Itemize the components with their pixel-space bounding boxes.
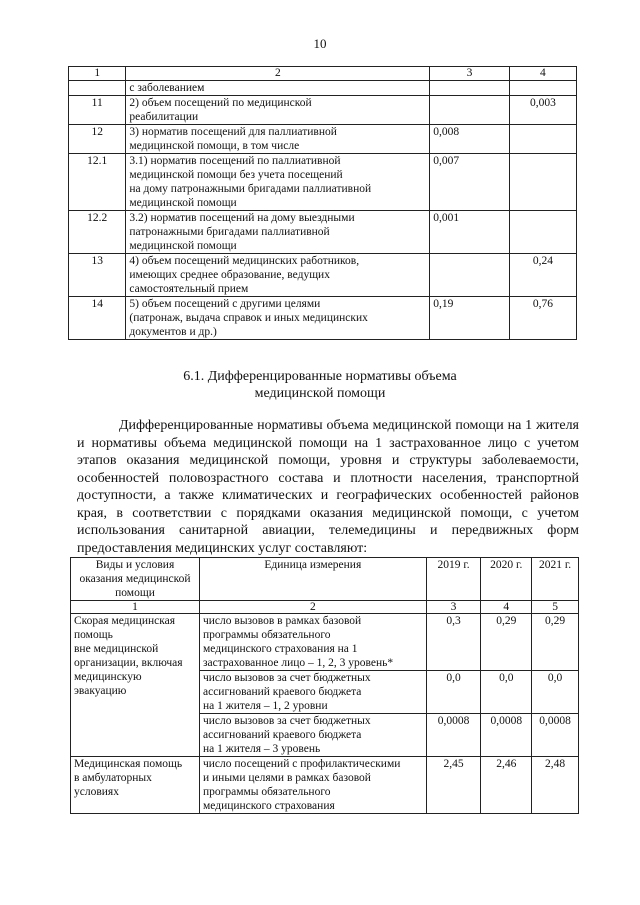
row-value-col4 xyxy=(509,211,576,254)
row-description xyxy=(126,96,430,125)
table-row xyxy=(69,81,577,96)
cell-line: Медицинская помощь xyxy=(74,758,183,770)
value-2019: 2,45 xyxy=(426,757,481,814)
row-description xyxy=(126,125,430,154)
cell-line: (патронаж, выдача справок и иных медицинских xyxy=(129,312,368,324)
header-cell: 1 xyxy=(69,67,126,81)
value-2021: 0,29 xyxy=(532,614,579,671)
value-2020: 2,46 xyxy=(481,757,532,814)
cell-line: число посещений с профилактическими xyxy=(202,758,401,770)
cell-line: и иными целями в рамках базовой xyxy=(202,772,371,784)
cell-line: имеющих среднее образование, ведущих xyxy=(129,269,330,281)
cell-line: программы обязательного xyxy=(202,629,331,641)
row-value-col3: 0,007 xyxy=(430,154,510,211)
table-header-row xyxy=(71,558,579,601)
value-2020: 0,29 xyxy=(481,614,532,671)
table-row xyxy=(71,614,579,671)
cell-line: число вызовов за счет бюджетных xyxy=(202,715,371,727)
section-title xyxy=(0,368,640,402)
value-2021: 2,48 xyxy=(532,757,579,814)
row-description xyxy=(126,211,430,254)
cell-line: вне медицинской xyxy=(74,643,159,655)
table-row xyxy=(69,154,577,211)
row-number: 12.2 xyxy=(69,211,126,254)
header-cell-2019: 2019 г. xyxy=(426,558,481,601)
row-number: 13 xyxy=(69,254,126,297)
row-number xyxy=(69,81,126,96)
cell-line: 2) объем посещений по медицинской xyxy=(129,97,312,109)
row-description xyxy=(126,254,430,297)
paragraph-text: Дифференцированные нормативы объема медицинской помощи на 1 жителя и нормативы объема медицинской помощи на 1 застрахованное лицо с учетом этапов оказания медицинской помощи, уровня и структуры заболеваемости, особенностей половозрастного состава и плотности населения, транспортной доступности, а также климатических и географических особенностей районов края, в соответствии с порядками оказания медицинской помощи, с учетом использования санитарной авиации, телемедицины и передвижных форм предоставления медицинских услуг составляют: xyxy=(77,418,579,556)
table-body xyxy=(69,81,577,340)
cell-line: застрахованное лицо – 1, 2, 3 уровень* xyxy=(202,657,394,669)
header-cell-type xyxy=(71,558,200,601)
cell-line: 5) объем посещений с другими целями xyxy=(129,298,321,310)
cell-line: 4) объем посещений медицинских работников, xyxy=(129,255,360,267)
header-cell-2020: 2020 г. xyxy=(481,558,532,601)
cell-line: на 1 жителя – 3 уровень xyxy=(202,743,321,755)
cell-line: организации, включая xyxy=(74,657,183,669)
cell-line: медицинской помощи без учета посещений xyxy=(129,169,343,181)
row-number: 11 xyxy=(69,96,126,125)
value-2020: 0,0008 xyxy=(481,714,532,757)
cell-line: эвакуацию xyxy=(74,685,127,697)
cell-line: 3) норматив посещений для паллиативной xyxy=(129,126,337,138)
row-value-col4 xyxy=(509,81,576,96)
table-row xyxy=(69,297,577,340)
differentiated-standards-table xyxy=(70,557,579,814)
header-cell: 3 xyxy=(430,67,510,81)
header-cell: 2 xyxy=(126,67,430,81)
table-row xyxy=(69,254,577,297)
cell-line: на дому патронажными бригадами паллиативной xyxy=(129,183,372,195)
row-value-col4: 0,24 xyxy=(509,254,576,297)
value-2021: 0,0 xyxy=(532,671,579,714)
value-2019: 0,0008 xyxy=(426,714,481,757)
unit-cell xyxy=(199,614,426,671)
table-body xyxy=(71,614,579,814)
value-2020: 0,0 xyxy=(481,671,532,714)
row-description xyxy=(126,297,430,340)
table-row xyxy=(69,96,577,125)
row-value-col3: 0,001 xyxy=(430,211,510,254)
cell-line: 3.1) норматив посещений по паллиативной xyxy=(129,155,341,167)
cell-line: медицинской помощи, в том числе xyxy=(129,140,300,152)
header-line: Виды и условия xyxy=(95,559,175,571)
column-number-row xyxy=(71,601,579,614)
cell-line: медицинского страхования xyxy=(202,800,335,812)
table-row xyxy=(69,125,577,154)
column-number: 3 xyxy=(426,601,481,614)
row-value-col3: 0,008 xyxy=(430,125,510,154)
row-value-col4 xyxy=(509,154,576,211)
row-number: 12.1 xyxy=(69,154,126,211)
value-2021: 0,0008 xyxy=(532,714,579,757)
header-line: помощи xyxy=(115,587,155,599)
cell-line: медицинской помощи xyxy=(129,240,237,252)
row-value-col4: 0,003 xyxy=(509,96,576,125)
section-title-line: медицинской помощи xyxy=(254,386,386,401)
row-value-col3: 0,19 xyxy=(430,297,510,340)
column-number: 5 xyxy=(532,601,579,614)
row-value-col3 xyxy=(430,81,510,96)
row-number: 14 xyxy=(69,297,126,340)
column-number: 1 xyxy=(71,601,200,614)
page-number: 10 xyxy=(313,36,327,51)
row-description xyxy=(126,81,430,96)
row-value-col3 xyxy=(430,96,510,125)
cell-line: медицинской помощи xyxy=(129,197,237,209)
body-paragraph xyxy=(77,417,579,557)
cell-line: с заболеванием xyxy=(129,82,205,94)
row-number: 12 xyxy=(69,125,126,154)
cell-line: медицинского страхования на 1 xyxy=(202,643,358,655)
care-type-cell xyxy=(71,757,200,814)
header-cell-unit: Единица измерения xyxy=(199,558,426,601)
cell-line: условиях xyxy=(74,786,119,798)
table-row xyxy=(69,211,577,254)
standards-table-continued xyxy=(68,66,577,340)
cell-line: ассигнований краевого бюджета xyxy=(202,686,362,698)
cell-line: в амбулаторных xyxy=(74,772,152,784)
row-value-col4: 0,76 xyxy=(509,297,576,340)
value-2019: 0,3 xyxy=(426,614,481,671)
header-line: оказания медицинской xyxy=(79,573,191,585)
cell-line: на 1 жителя – 1, 2 уровни xyxy=(202,700,328,712)
unit-cell xyxy=(199,671,426,714)
care-type-cell xyxy=(71,614,200,757)
row-value-col3 xyxy=(430,254,510,297)
table-row xyxy=(71,757,579,814)
cell-line: число вызовов в рамках базовой xyxy=(202,615,362,627)
cell-line: помощь xyxy=(74,629,113,641)
cell-line: программы обязательного xyxy=(202,786,331,798)
value-2019: 0,0 xyxy=(426,671,481,714)
cell-line: документов и др.) xyxy=(129,326,217,338)
cell-line: число вызовов за счет бюджетных xyxy=(202,672,371,684)
header-cell-2021: 2021 г. xyxy=(532,558,579,601)
header-cell: 4 xyxy=(509,67,576,81)
cell-line: медицинскую xyxy=(74,671,142,683)
row-description xyxy=(126,154,430,211)
unit-cell xyxy=(199,757,426,814)
column-number: 4 xyxy=(481,601,532,614)
unit-cell xyxy=(199,714,426,757)
column-number: 2 xyxy=(199,601,426,614)
cell-line: Скорая медицинская xyxy=(74,615,176,627)
cell-line: ассигнований краевого бюджета xyxy=(202,729,362,741)
cell-line: самостоятельный прием xyxy=(129,283,249,295)
row-value-col4 xyxy=(509,125,576,154)
section-title-line: 6.1. Дифференцированные нормативы объема xyxy=(183,369,457,384)
table-header-row xyxy=(69,67,577,81)
cell-line: патронажными бригадами паллиативной xyxy=(129,226,330,238)
cell-line: реабилитации xyxy=(129,111,199,123)
cell-line: 3.2) норматив посещений на дому выездными xyxy=(129,212,355,224)
